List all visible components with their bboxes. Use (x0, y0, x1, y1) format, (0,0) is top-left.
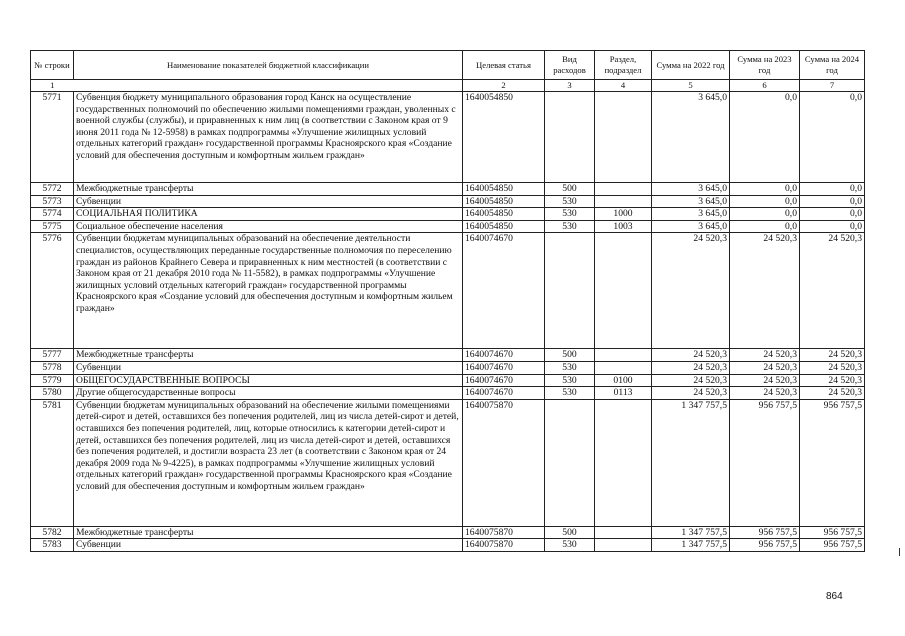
row-number-cell: 5772 (31, 183, 74, 196)
column-number: 1 (31, 80, 74, 92)
table-row (31, 539, 865, 552)
sum-2024-cell: 24 520,3 (800, 387, 865, 400)
section-cell: 1000 (595, 208, 652, 221)
column-number: 3 (545, 80, 595, 92)
indicator-name-cell: СОЦИАЛЬНАЯ ПОЛИТИКА (74, 208, 463, 221)
sum-2022-cell: 24 520,3 (652, 361, 730, 374)
sum-2023-cell: 24 520,3 (730, 233, 800, 349)
header-section: Раздел, подраздел (595, 51, 652, 80)
sum-2024-cell: 0,0 (800, 195, 865, 208)
target-article-cell: 1640075870 (463, 399, 545, 526)
section-cell (595, 195, 652, 208)
sum-2024-cell: 0,0 (800, 92, 865, 183)
sum-2022-cell: 1 347 757,5 (652, 399, 730, 526)
expense-type-cell: 530 (545, 387, 595, 400)
row-number-cell: 5783 (31, 539, 74, 552)
sum-2024-cell: 0,0 (800, 183, 865, 196)
expense-type-cell (545, 92, 595, 183)
target-article-cell: 1640074670 (463, 387, 545, 400)
target-article-cell: 1640074670 (463, 233, 545, 349)
indicator-name-cell: Субвенции бюджетам муниципальных образований на обеспечение деятельности специалистов, осуществляющих переданные государственные полномочия по переселению граждан из районов Крайнего Севера и приравненных к ним местностей (в соответствии с Законом края от 21 декабря 2010 года № 11-5582), в рамках подпрограммы «Улучшение жилищных условий отдельных категорий граждан» государственной программы Красноярского края «Создание условий для обеспечения доступным и комфортным жильем граждан» (74, 233, 463, 349)
header-name: Наименование показателей бюджетной классификации (74, 51, 463, 80)
header-sum-2024: Сумма на 2024 год (800, 51, 865, 80)
header-expense-type: Вид расходов (545, 51, 595, 80)
table-row (31, 374, 865, 387)
table-row (31, 208, 865, 221)
sum-2023-cell: 956 757,5 (730, 539, 800, 552)
column-number: 7 (800, 80, 865, 92)
table-row (31, 349, 865, 362)
indicator-name-cell: Субвенции (74, 195, 463, 208)
table-row (31, 195, 865, 208)
header-row-no: № строки (31, 51, 74, 80)
table-row (31, 399, 865, 526)
section-cell (595, 92, 652, 183)
table-row (31, 526, 865, 539)
target-article-cell: 1640054850 (463, 183, 545, 196)
row-number-cell: 5773 (31, 195, 74, 208)
header-sum-2022: Сумма на 2022 год (652, 51, 730, 80)
row-number-cell: 5780 (31, 387, 74, 400)
indicator-name-cell: Субвенции бюджетам муниципальных образований на обеспечение жилыми помещениями детей-сирот и детей, оставшихся без попечения родителей, лиц из числа детей-сирот и детей, оставшихся без попечения родителей, лиц, которые относились к категории детей-сирот и детей, оставшихся без попечения родителей, лиц из числа детей-сирот и детей, оставшихся без попечения родителей, и достигли возраста 23 лет (в соответствии с Законом края от 24 декабря 2009 года № 9-4225), в рамках подпрограммы «Улучшение жилищных условий отдельных категорий граждан» государственной программы Красноярского края «Создание условий для обеспечения доступным и комфортным жильем граждан» (74, 399, 463, 526)
target-article-cell: 1640074670 (463, 374, 545, 387)
expense-type-cell: 530 (545, 361, 595, 374)
sum-2024-cell: 24 520,3 (800, 361, 865, 374)
indicator-name-cell: Межбюджетные трансферты (74, 183, 463, 196)
column-number-row (31, 80, 865, 92)
expense-type-cell: 500 (545, 526, 595, 539)
target-article-cell: 1640054850 (463, 208, 545, 221)
sum-2023-cell: 24 520,3 (730, 374, 800, 387)
sum-2024-cell: 956 757,5 (800, 399, 865, 526)
table-row (31, 220, 865, 233)
sum-2023-cell: 956 757,5 (730, 526, 800, 539)
scan-mark (899, 548, 900, 556)
budget-table (30, 50, 865, 552)
indicator-name-cell: Субвенция бюджету муниципального образования город Канск на осуществление государственных полномочий по обеспечению жилыми помещениями граждан, уволенных с военной службы (службы), и приравненных к ним лиц (в соответствии с Законом края от 9 июня 2011 года № 12-5958) в рамках подпрограммы «Улучшение жилищных условий отдельных категорий граждан» государственной программы Красноярского края «Создание условий для обеспечения доступным и комфортным жильем граждан» (74, 92, 463, 183)
sum-2023-cell: 0,0 (730, 220, 800, 233)
row-number-cell: 5774 (31, 208, 74, 221)
target-article-cell: 1640054850 (463, 195, 545, 208)
sum-2023-cell: 0,0 (730, 195, 800, 208)
section-cell (595, 183, 652, 196)
column-number: 6 (730, 80, 800, 92)
indicator-name-cell: Субвенции (74, 361, 463, 374)
expense-type-cell: 530 (545, 195, 595, 208)
row-number-cell: 5778 (31, 361, 74, 374)
expense-type-cell: 500 (545, 349, 595, 362)
expense-type-cell: 500 (545, 183, 595, 196)
sum-2023-cell: 0,0 (730, 92, 800, 183)
target-article-cell: 1640054850 (463, 92, 545, 183)
target-article-cell: 1640074670 (463, 361, 545, 374)
sum-2023-cell: 0,0 (730, 208, 800, 221)
sum-2022-cell: 24 520,3 (652, 349, 730, 362)
sum-2023-cell: 24 520,3 (730, 387, 800, 400)
header-target: Целевая статья (463, 51, 545, 80)
sum-2022-cell: 3 645,0 (652, 92, 730, 183)
indicator-name-cell: ОБЩЕГОСУДАРСТВЕННЫЕ ВОПРОСЫ (74, 374, 463, 387)
header-row (31, 51, 865, 80)
row-number-cell: 5777 (31, 349, 74, 362)
sum-2024-cell: 24 520,3 (800, 349, 865, 362)
sum-2024-cell: 956 757,5 (800, 539, 865, 552)
sum-2022-cell: 3 645,0 (652, 183, 730, 196)
row-number-cell: 5779 (31, 374, 74, 387)
sum-2022-cell: 1 347 757,5 (652, 526, 730, 539)
section-cell (595, 233, 652, 349)
row-number-cell: 5771 (31, 92, 74, 183)
row-number-cell: 5776 (31, 233, 74, 349)
sum-2024-cell: 0,0 (800, 220, 865, 233)
section-cell (595, 526, 652, 539)
indicator-name-cell: Другие общегосударственные вопросы (74, 387, 463, 400)
sum-2022-cell: 3 645,0 (652, 208, 730, 221)
indicator-name-cell: Межбюджетные трансферты (74, 526, 463, 539)
sum-2024-cell: 0,0 (800, 208, 865, 221)
expense-type-cell: 530 (545, 539, 595, 552)
table-row (31, 183, 865, 196)
column-number: 2 (463, 80, 545, 92)
sum-2024-cell: 956 757,5 (800, 526, 865, 539)
section-cell: 0100 (595, 374, 652, 387)
target-article-cell: 1640074670 (463, 349, 545, 362)
sum-2024-cell: 24 520,3 (800, 233, 865, 349)
target-article-cell: 1640075870 (463, 539, 545, 552)
indicator-name-cell: Межбюджетные трансферты (74, 349, 463, 362)
expense-type-cell (545, 233, 595, 349)
header-sum-2023: Сумма на 2023 год (730, 51, 800, 80)
table-row (31, 387, 865, 400)
section-cell (595, 361, 652, 374)
section-cell (595, 539, 652, 552)
sum-2024-cell: 24 520,3 (800, 374, 865, 387)
expense-type-cell: 530 (545, 208, 595, 221)
section-cell (595, 349, 652, 362)
sum-2022-cell: 24 520,3 (652, 233, 730, 349)
indicator-name-cell: Социальное обеспечение населения (74, 220, 463, 233)
row-number-cell: 5781 (31, 399, 74, 526)
column-number (74, 80, 463, 92)
column-number: 5 (652, 80, 730, 92)
section-cell: 0113 (595, 387, 652, 400)
sum-2023-cell: 956 757,5 (730, 399, 800, 526)
sum-2023-cell: 0,0 (730, 183, 800, 196)
table-row (31, 361, 865, 374)
expense-type-cell: 530 (545, 374, 595, 387)
section-cell (595, 399, 652, 526)
sum-2022-cell: 24 520,3 (652, 387, 730, 400)
page-number: 864 (826, 591, 843, 602)
section-cell: 1003 (595, 220, 652, 233)
expense-type-cell (545, 399, 595, 526)
expense-type-cell: 530 (545, 220, 595, 233)
sum-2022-cell: 3 645,0 (652, 220, 730, 233)
target-article-cell: 1640054850 (463, 220, 545, 233)
row-number-cell: 5782 (31, 526, 74, 539)
column-number: 4 (595, 80, 652, 92)
row-number-cell: 5775 (31, 220, 74, 233)
table-row (31, 92, 865, 183)
indicator-name-cell: Субвенции (74, 539, 463, 552)
table-row (31, 233, 865, 349)
sum-2022-cell: 3 645,0 (652, 195, 730, 208)
sum-2023-cell: 24 520,3 (730, 349, 800, 362)
sum-2023-cell: 24 520,3 (730, 361, 800, 374)
sum-2022-cell: 1 347 757,5 (652, 539, 730, 552)
target-article-cell: 1640075870 (463, 526, 545, 539)
sum-2022-cell: 24 520,3 (652, 374, 730, 387)
